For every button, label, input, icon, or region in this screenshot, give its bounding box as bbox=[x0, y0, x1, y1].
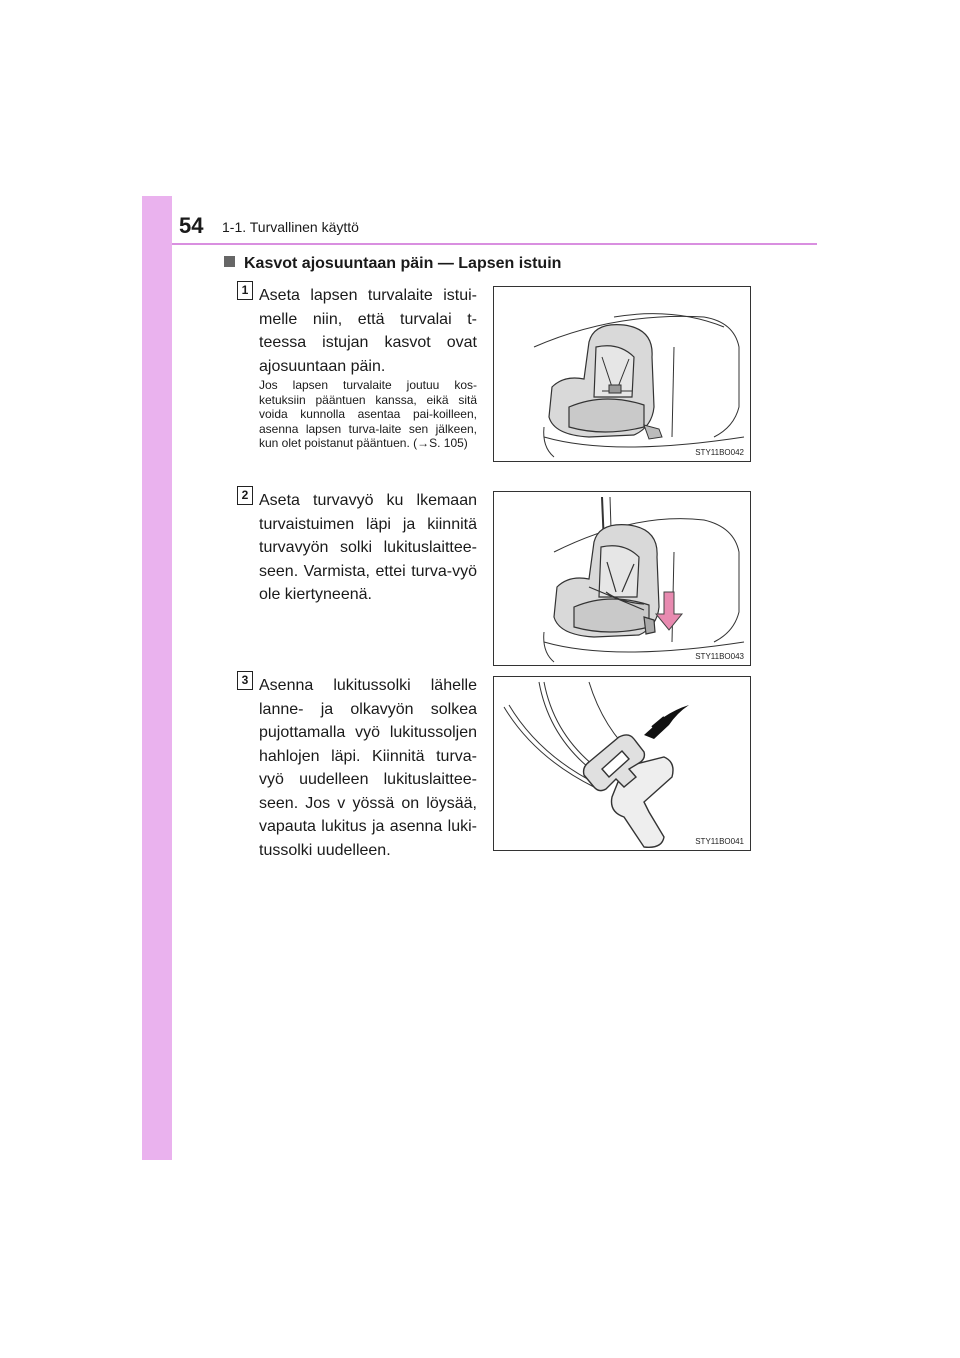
step-1-note: Jos lapsen turvalaite joutuu kos-ketuksiin pääntuen kanssa, eikä sitä voida kunnolla asentaa pai-koilleen, asenna lapsen turva-laite sen jälkeen, kun olet poistanut pääntuen. (→S. 105) bbox=[259, 378, 477, 451]
step-3-text: Asenna lukitussolki lähelle lanne- ja olkavyön solkea pujottamalla vyö lukitussoljen hahlojen läpi. Kiinnitä turva-vyö uudelleen lukituslaittee-seen. Jos v yössä on löysää, vapauta lukitus ja asenna luki-tussolki uudelleen. bbox=[259, 677, 477, 859]
figure-code-2: STY11BO043 bbox=[695, 652, 744, 661]
figure-code-3: STY11BO041 bbox=[695, 837, 744, 846]
square-bullet-icon bbox=[224, 256, 235, 267]
down-arrow-icon bbox=[656, 592, 682, 630]
step-2-badge: 2 bbox=[237, 486, 253, 505]
child-seat-forward-illustration bbox=[494, 287, 750, 461]
locking-clip-illustration bbox=[494, 677, 750, 850]
heading-dash: — bbox=[437, 255, 454, 272]
seatbelt-routing-illustration bbox=[494, 492, 750, 665]
step-1-badge: 1 bbox=[237, 281, 253, 300]
header-divider bbox=[172, 243, 817, 245]
step-3-badge: 3 bbox=[237, 671, 253, 690]
pointer-arrow-icon bbox=[644, 705, 689, 739]
heading-part2: Lapsen istuin bbox=[458, 255, 562, 272]
section-heading bbox=[224, 255, 561, 273]
page-number: 54 bbox=[179, 213, 204, 238]
figure-step-3 bbox=[493, 676, 751, 851]
figure-step-2 bbox=[493, 491, 751, 666]
step-2-text: Aseta turvavyö ku lkemaan turvaistuimen läpi ja kiinnitä turvavyön solki lukituslaittee-seen. Varmista, ettei turva-vyö ole kiertyneenä. bbox=[259, 492, 477, 603]
figure-step-1 bbox=[493, 286, 751, 462]
figure-code-1: STY11BO042 bbox=[695, 448, 744, 457]
step-1-text: Aseta lapsen turvalaite istui-melle niin, että turvalai t-teessa istujan kasvot ovat ajosuuntaan päin. bbox=[259, 287, 477, 375]
section-title: 1-1. Turvallinen käyttö bbox=[222, 219, 359, 235]
heading-part1: Kasvot ajosuuntaan päin bbox=[244, 255, 434, 272]
page-margin-tab bbox=[142, 196, 172, 1160]
